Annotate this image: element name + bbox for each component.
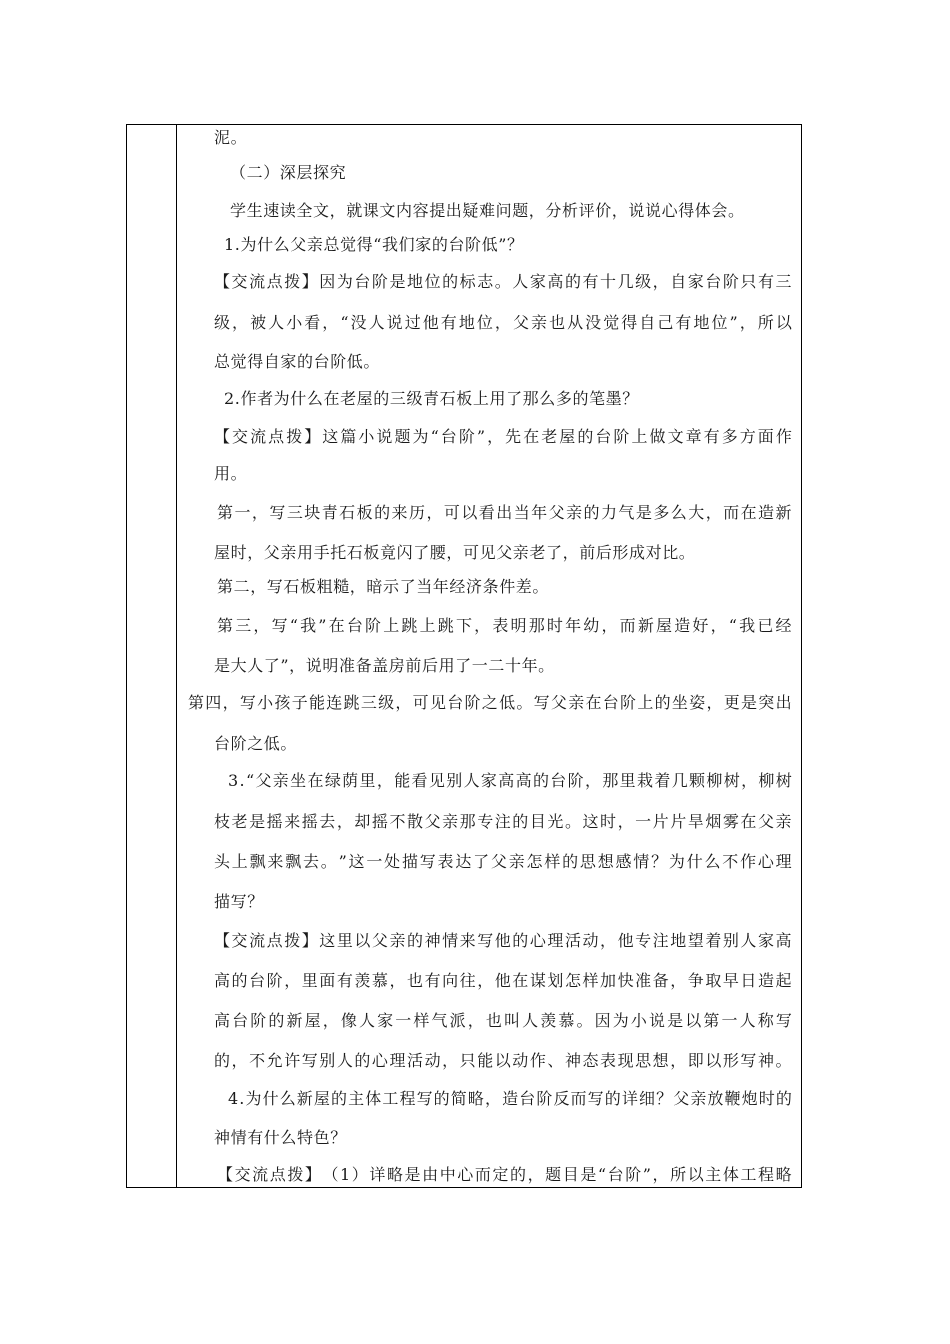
text-line: 高 台 阶 的 新 屋 ， 像 人 家 一 样 气 派 ， 也 叫 人 羡 慕 。 因 为 小 说 是 以 第 一 人 称 写 <box>214 1011 792 1030</box>
text-line: 第 四 ， 写 小 孩 子 能 连 跳 三 级 ， 可 见 台 阶 之 低 。 写 父 亲 在 台 阶 上 的 坐 姿 ， 更 是 突 出 <box>188 693 792 712</box>
text-line: 用。 <box>214 464 248 483</box>
question-line: 4 . 为 什 么 新 屋 的 主 体 工 程 写 的 简 略 ， 造 台 阶 反 而 写 的 详 细 ？ 父 亲 放 鞭 炮 时 的 <box>228 1089 792 1108</box>
text-line: 的 ， 不 允 许 写 别 人 的 心 理 活 动 ， 只 能 以 动 作 、 神 态 表 现 思 想 ， 即 以 形 写 神 。 <box>214 1051 792 1070</box>
text-line: 神情有什么特色？ <box>214 1128 347 1147</box>
section-heading: （二）深层探究 <box>230 163 347 182</box>
text-line: 级 ， 被 人 小 看 ， “ 没 人 说 过 他 有 地 位 ， 父 亲 也 从 没 觉 得 自 己 有 地 位 ” ， 所 以 <box>214 313 792 332</box>
text-line: 头 上 飘 来 飘 去 。 ” 这 一 处 描 写 表 达 了 父 亲 怎 样 的 思 想 感 情 ？ 为 什 么 不 作 心 理 <box>214 852 792 871</box>
text-line: 【 交 流 点 拨 】 这 篇 小 说 题 为 “ 台 阶 ” ， 先 在 老 屋 的 台 阶 上 做 文 章 有 多 方 面 作 <box>214 427 792 446</box>
text-line: 台阶之低。 <box>214 734 298 753</box>
column-divider <box>176 124 177 1188</box>
text-line: 学生速读全文，就课文内容提出疑难问题，分析评价，说说心得体会。 <box>230 201 745 220</box>
text-line: 【 交 流 点 拨 】 （ 1 ） 详 略 是 由 中 心 而 定 的 ， 题 目 是 “ 台 阶 ” ， 所 以 主 体 工 程 略 <box>217 1165 792 1184</box>
text-line: 第 一 ， 写 三 块 青 石 板 的 来 历 ， 可 以 看 出 当 年 父 亲 的 力 气 是 多 么 大 ， 而 在 造 新 <box>217 503 792 522</box>
text-line: 屋时，父亲用手托石板竟闪了腰，可见父亲老了，前后形成对比。 <box>214 543 696 562</box>
text-line: 【 交 流 点 拨 】 因 为 台 阶 是 地 位 的 标 志 。 人 家 高 的 有 十 几 级 ， 自 家 台 阶 只 有 三 <box>214 272 792 291</box>
text-line: 第二，写石板粗糙，暗示了当年经济条件差。 <box>217 577 550 596</box>
question-line: 3 . “ 父 亲 坐 在 绿 荫 里 ， 能 看 见 别 人 家 高 高 的 台 阶 ， 那 里 栽 着 几 颗 柳 树 ， 柳 树 <box>228 771 792 790</box>
question-line: 2.作者为什么在老屋的三级青石板上用了那么多的笔墨？ <box>224 389 639 408</box>
text-line: 总觉得自家的台阶低。 <box>214 352 381 371</box>
text-line: 泥。 <box>214 128 248 147</box>
text-line: 高 的 台 阶 ， 里 面 有 羡 慕 ， 也 有 向 往 ， 他 在 谋 划 怎 样 加 快 准 备 ， 争 取 早 日 造 起 <box>214 971 792 990</box>
question-line: 1.为什么父亲总觉得“我们家的台阶低”？ <box>224 235 524 254</box>
text-line: 枝 老 是 摇 来 摇 去 ， 却 摇 不 散 父 亲 那 专 注 的 目 光 。 这 时 ， 一 片 片 旱 烟 雾 在 父 亲 <box>214 812 792 831</box>
text-line: 是大人了”，说明准备盖房前后用了一二十年。 <box>214 656 555 675</box>
text-line: 第 三 ， 写 “ 我 ” 在 台 阶 上 跳 上 跳 下 ， 表 明 那 时 年 幼 ， 而 新 屋 造 好 ， “ 我 已 经 <box>217 616 792 635</box>
text-line: 【 交 流 点 拨 】 这 里 以 父 亲 的 神 情 来 写 他 的 心 理 活 动 ， 他 专 注 地 望 着 别 人 家 高 <box>214 931 792 950</box>
text-line: 描写？ <box>214 892 264 911</box>
